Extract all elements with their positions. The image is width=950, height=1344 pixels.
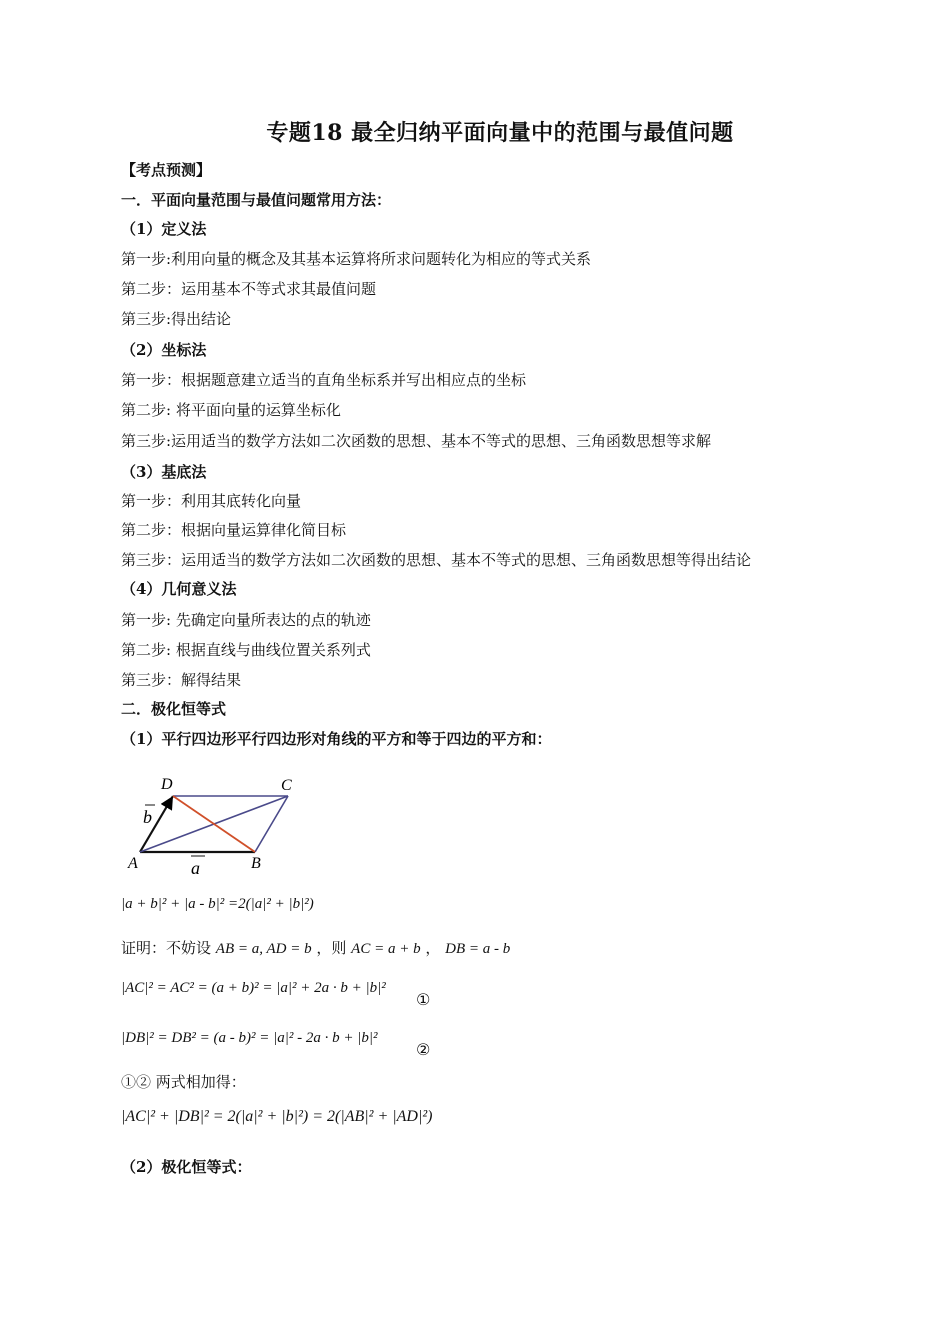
method2-step2: 第二步: 将平面向量的运算坐标化 — [121, 401, 341, 419]
section1-heading: 一．平面向量范围与最值问题常用方法： — [121, 191, 392, 209]
method1-heading: （1）定义法 — [121, 220, 207, 238]
label-d: D — [161, 776, 173, 793]
method3-step3: 第三步：运用适当的数学方法如二次函数的思想、基本不等式的思想、三角函数思想等得出结论 — [121, 551, 752, 569]
section2-heading: 二．极化恒等式 — [121, 700, 227, 718]
method4-step2: 第二步: 根据直线与曲线位置关系列式 — [121, 641, 371, 659]
parallelogram-figure — [125, 770, 315, 880]
method4-step3: 第三步：解得结果 — [121, 671, 242, 689]
proof-ac: AC = a + b — [351, 941, 421, 957]
equation-1: |AC|² = AC² = (a + b)² = |a|² + 2a · b + |b|² — [121, 980, 386, 996]
label-b: B — [251, 855, 261, 872]
polarization-heading: （2）极化恒等式： — [121, 1158, 252, 1176]
identity-formula: |a + b|² + |a - b|² =2(|a|² + |b|²) — [121, 896, 314, 912]
method1-step1: 第一步:利用向量的概念及其基本运算将所求问题转化为相应的等式关系 — [121, 250, 592, 268]
sum-text: ①② 两式相加得： — [121, 1073, 246, 1091]
method3-heading: （3）基底法 — [121, 463, 207, 481]
tag-heading: 【考点预测】 — [121, 161, 212, 179]
proof-db: DB = a - b — [445, 941, 511, 957]
method4-heading: （4）几何意义法 — [121, 580, 237, 598]
equation-2: |DB|² = DB² = (a - b)² = |a|² - 2a · b + |b|² — [121, 1030, 378, 1046]
equation-3: |AC|² + |DB|² = 2(|a|² + |b|²) = 2(|AB|² + |AD|²) — [121, 1108, 433, 1125]
method2-step3: 第三步:运用适当的数学方法如二次函数的思想、基本不等式的思想、三角函数思想等求解 — [121, 432, 712, 450]
proof-mid: ，则 — [316, 939, 347, 957]
equation-1-mark: ① — [416, 990, 431, 1009]
method1-step2: 第二步：运用基本不等式求其最值问题 — [121, 280, 377, 298]
document-title: 专题18 最全归纳平面向量中的范围与最值问题 — [266, 120, 734, 146]
proof-prefix: 证明：不妨设 — [121, 939, 212, 957]
method1-step3: 第三步:得出结论 — [121, 310, 232, 328]
side-bc — [255, 796, 288, 852]
proof-line — [121, 938, 510, 959]
method4-step1: 第一步: 先确定向量所表达的点的轨迹 — [121, 611, 371, 629]
proof-sep: ， — [425, 939, 441, 957]
label-a: A — [128, 855, 138, 872]
method3-step2: 第二步：根据向量运算律化简目标 — [121, 521, 347, 539]
equation-2-mark: ② — [416, 1040, 431, 1059]
label-c: C — [281, 777, 292, 794]
proof-set: AB = a, AD = b — [215, 941, 312, 957]
method3-step1: 第一步：利用其底转化向量 — [121, 492, 302, 510]
parallelogram-statement: （1）平行四边形平行四边形对角线的平方和等于四边的平方和： — [121, 730, 552, 748]
diagonal-db — [173, 796, 255, 852]
label-vector-b: b — [143, 807, 152, 827]
method2-step1: 第一步：根据题意建立适当的直角坐标系并写出相应点的坐标 — [121, 371, 527, 389]
method2-heading: （2）坐标法 — [121, 341, 207, 359]
label-vector-a: a — [191, 858, 200, 878]
